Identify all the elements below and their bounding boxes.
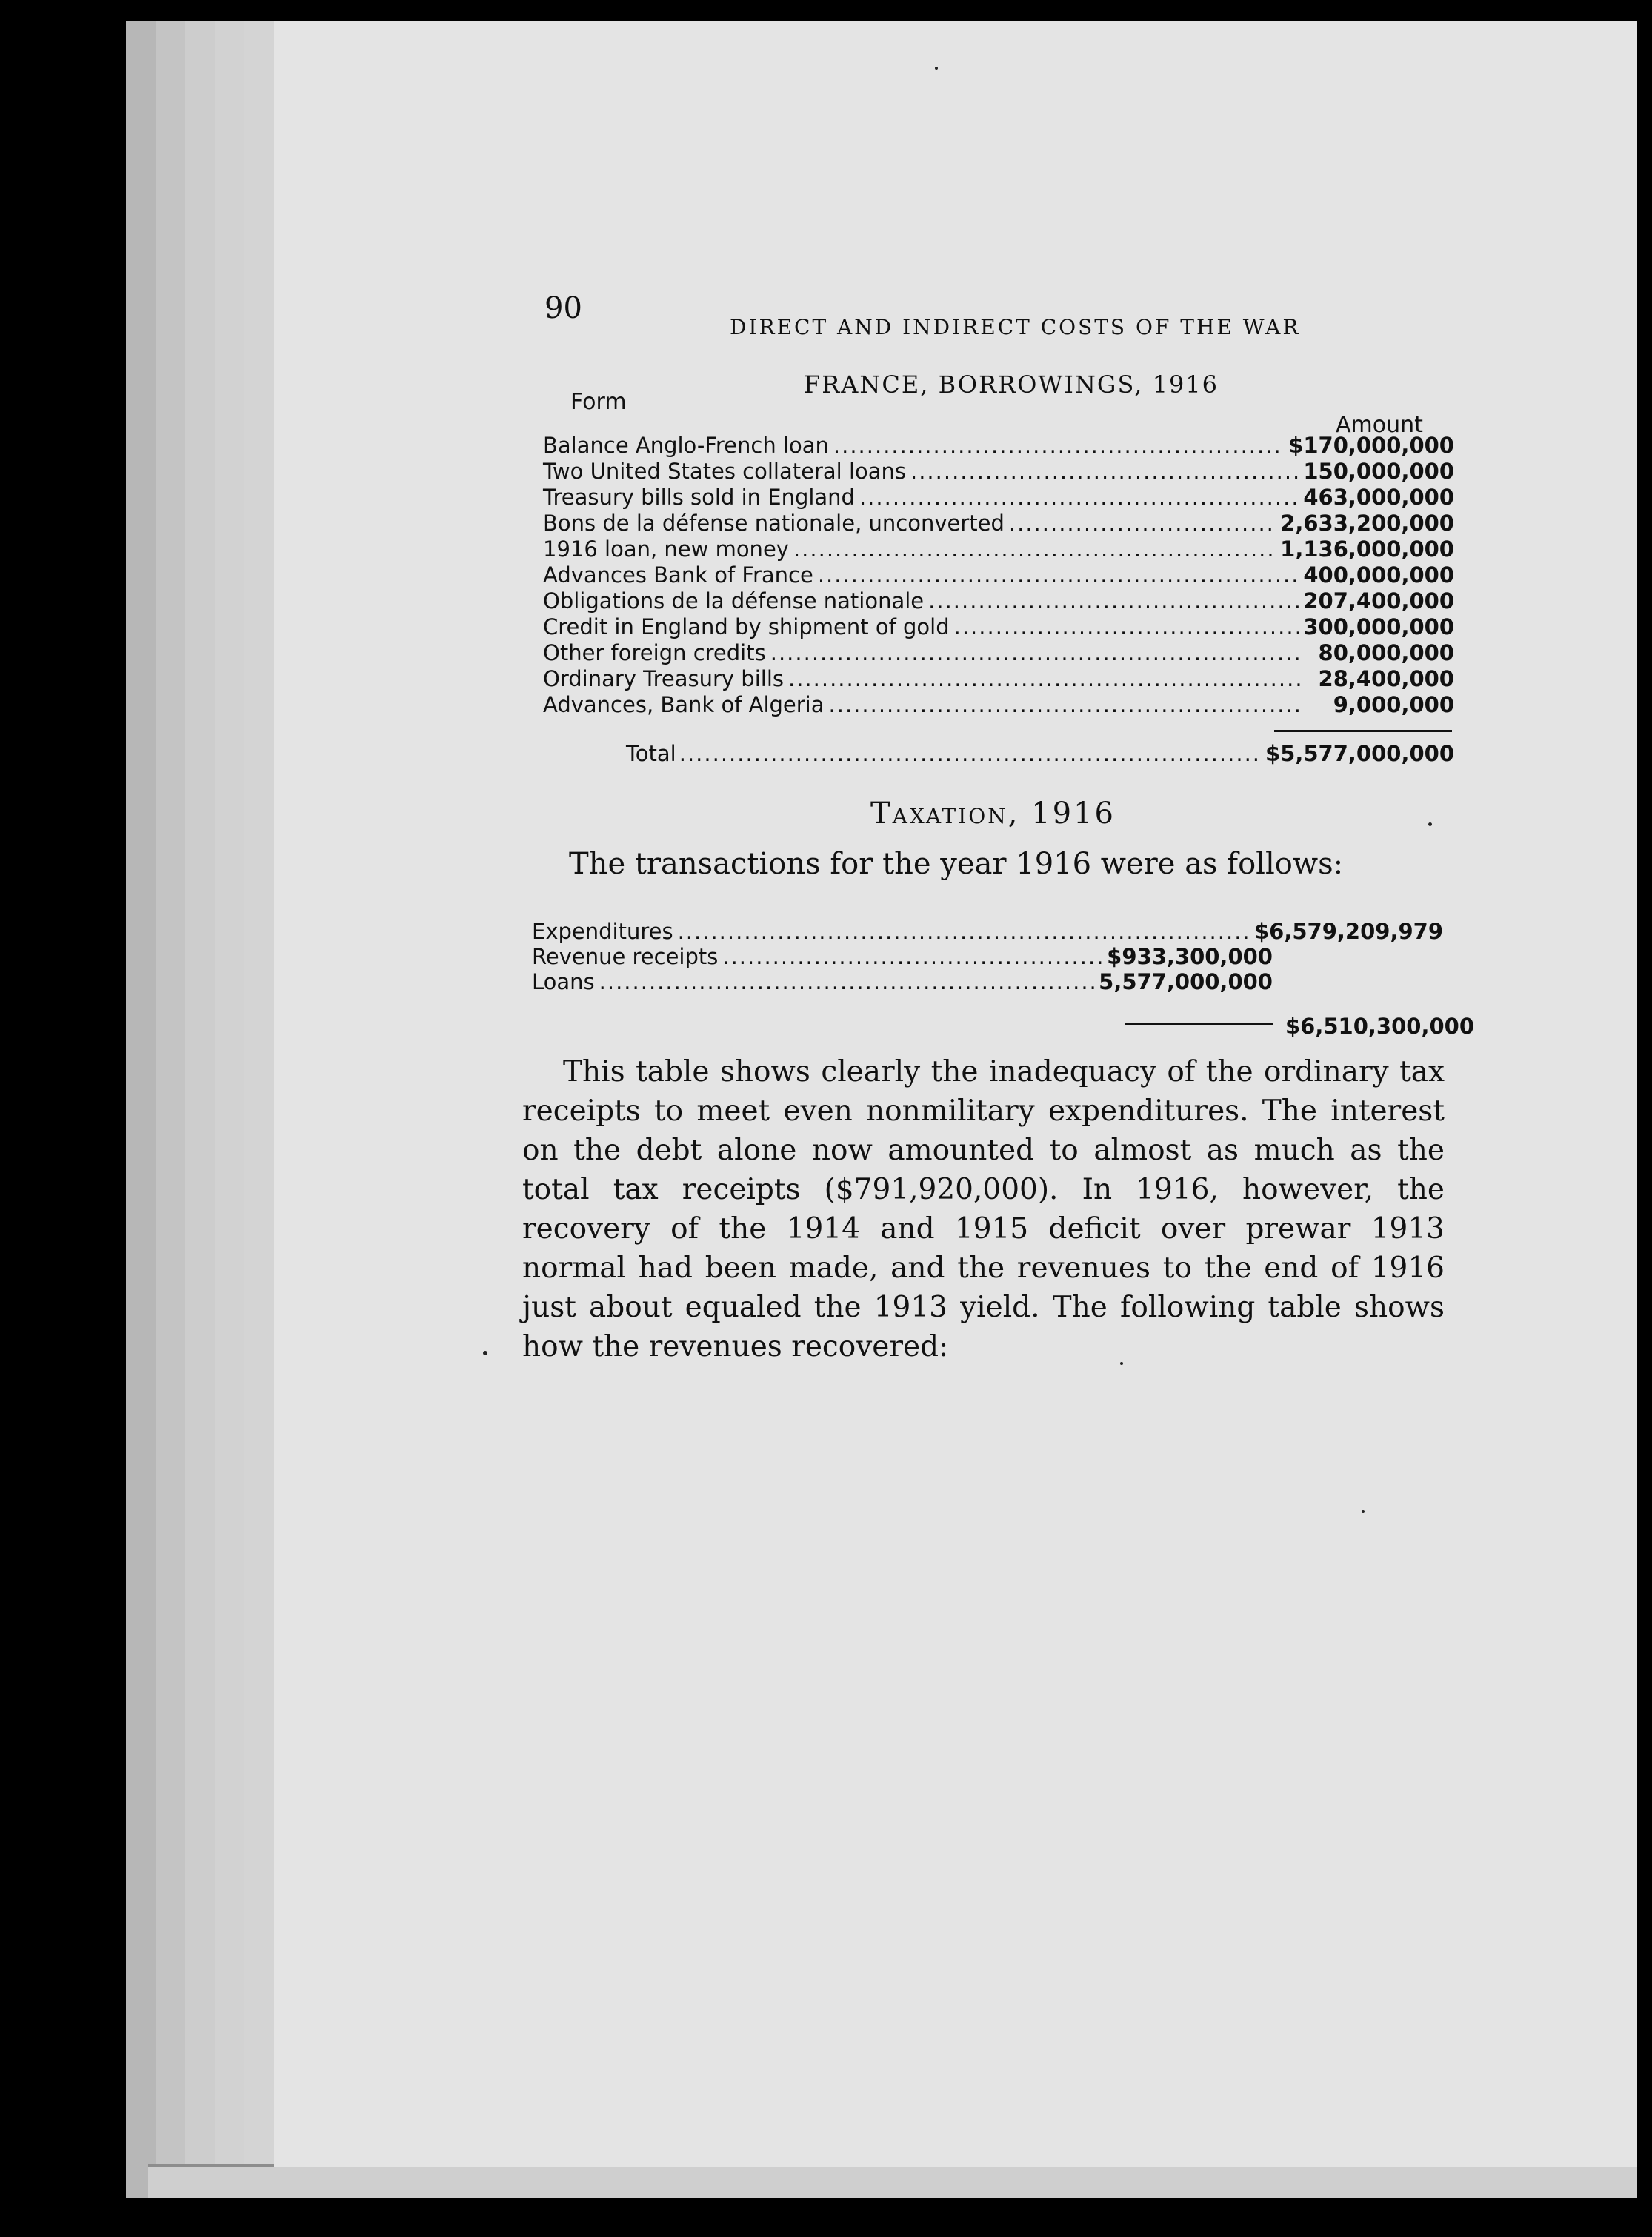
total-amount: $5,577,000,000 xyxy=(1265,741,1454,766)
row-label: Revenue receipts xyxy=(532,944,719,969)
leader-dots xyxy=(928,588,1299,614)
speck xyxy=(1362,1510,1365,1513)
row-label: Bons de la défense nationale, unconverted xyxy=(543,511,1005,536)
row-amount: $6,579,209,979 xyxy=(1253,919,1443,944)
body-paragraph: This table shows clearly the inadequacy of the ordinary tax receipts to meet even nonmilitary expenditures. The interest on the debt alone now amounted to almost as much as the total tax receipts ($791,920,000). In 1916, however, the recovery of the 1914 and 1915 deficit over prewar 1913 normal had been made, and the revenues to the end of 1916 just about equaled the 1913 yield. The following table shows how the revenues recovered: xyxy=(522,1055,1445,1363)
leader-dots xyxy=(910,459,1299,484)
leader-dots xyxy=(599,969,1095,994)
table-row xyxy=(543,588,1454,614)
total-rule xyxy=(1274,730,1452,732)
leader-dots xyxy=(770,640,1302,665)
leader-dots xyxy=(679,741,1262,766)
speck xyxy=(935,67,938,70)
row-amount: 9,000,000 xyxy=(1333,692,1454,717)
row-label: Treasury bills sold in England xyxy=(543,485,855,510)
column-header-form: Form xyxy=(570,389,627,415)
table-row xyxy=(532,969,1443,994)
row-label: Advances, Bank of Algeria xyxy=(543,692,825,717)
leader-dots xyxy=(954,614,1299,639)
table-row xyxy=(543,536,1454,562)
row-amount: 150,000,000 xyxy=(1303,459,1454,484)
table-row xyxy=(532,919,1443,944)
row-amount: 80,000,000 xyxy=(1318,640,1454,665)
page-edge xyxy=(215,21,247,2198)
row-label: 1916 loan, new money xyxy=(543,536,789,562)
row-amount: 207,400,000 xyxy=(1303,588,1454,614)
table-row xyxy=(543,433,1454,459)
page-number: 90 xyxy=(544,291,582,325)
row-amount: 300,000,000 xyxy=(1303,614,1454,639)
row-label: Ordinary Treasury bills xyxy=(543,666,784,691)
row-label: Expenditures xyxy=(532,919,673,944)
leader-dots xyxy=(859,485,1299,510)
leader-dots xyxy=(829,692,1302,717)
leader-dots xyxy=(793,536,1276,562)
speck xyxy=(1428,822,1432,826)
section-heading: Taxation, 1916 xyxy=(870,797,1116,831)
row-label: Credit in England by shipment of gold xyxy=(543,614,950,639)
speck xyxy=(483,1351,487,1355)
intro-line: The transactions for the year 1916 were as follows: xyxy=(569,847,1344,881)
leader-dots xyxy=(678,919,1250,944)
borrowings-table-title: FRANCE, BORROWINGS, 1916 xyxy=(804,370,1219,399)
table-row xyxy=(543,459,1454,485)
total-label: Total xyxy=(626,741,676,766)
sum-amount: $6,510,300,000 xyxy=(1285,1014,1475,1039)
row-amount: $933,300,000 xyxy=(1107,944,1273,969)
row-amount: 463,000,000 xyxy=(1303,485,1454,510)
leader-dots xyxy=(1009,511,1276,536)
table-row xyxy=(543,562,1454,588)
page-edge xyxy=(156,21,187,2198)
page-bottom-edge xyxy=(148,2164,1637,2198)
transactions-table xyxy=(532,919,1443,994)
column-header-amount: Amount xyxy=(1336,412,1423,438)
row-label: Loans xyxy=(532,969,595,994)
leader-dots xyxy=(788,666,1302,691)
row-amount: 2,633,200,000 xyxy=(1280,511,1454,536)
row-label: Two United States collateral loans xyxy=(543,459,906,484)
row-amount: $170,000,000 xyxy=(1288,433,1454,458)
table-row xyxy=(532,944,1443,969)
table-row xyxy=(543,511,1454,536)
row-amount: 5,577,000,000 xyxy=(1099,969,1273,994)
table-row xyxy=(543,614,1454,640)
leader-dots xyxy=(722,944,1102,969)
speck xyxy=(1120,1362,1123,1365)
row-amount: 1,136,000,000 xyxy=(1280,536,1454,562)
table-row xyxy=(543,485,1454,511)
running-head: DIRECT AND INDIRECT COSTS OF THE WAR xyxy=(730,315,1301,339)
row-amount: 400,000,000 xyxy=(1303,562,1454,588)
row-label: Obligations de la défense nationale xyxy=(543,588,925,614)
page-edge xyxy=(126,21,158,2198)
table-row xyxy=(543,666,1454,692)
page-edge xyxy=(185,21,217,2198)
row-label: Other foreign credits xyxy=(543,640,766,665)
leader-dots xyxy=(818,562,1299,588)
leader-dots xyxy=(833,433,1284,458)
row-amount: 28,400,000 xyxy=(1318,666,1454,691)
sum-rule xyxy=(1125,1023,1273,1025)
borrowings-table xyxy=(543,433,1454,718)
table-row xyxy=(543,640,1454,666)
row-label: Balance Anglo-French loan xyxy=(543,433,829,458)
row-label: Advances Bank of France xyxy=(543,562,813,588)
total-row xyxy=(626,741,1454,766)
page-edge xyxy=(244,21,276,2198)
table-row xyxy=(543,692,1454,718)
